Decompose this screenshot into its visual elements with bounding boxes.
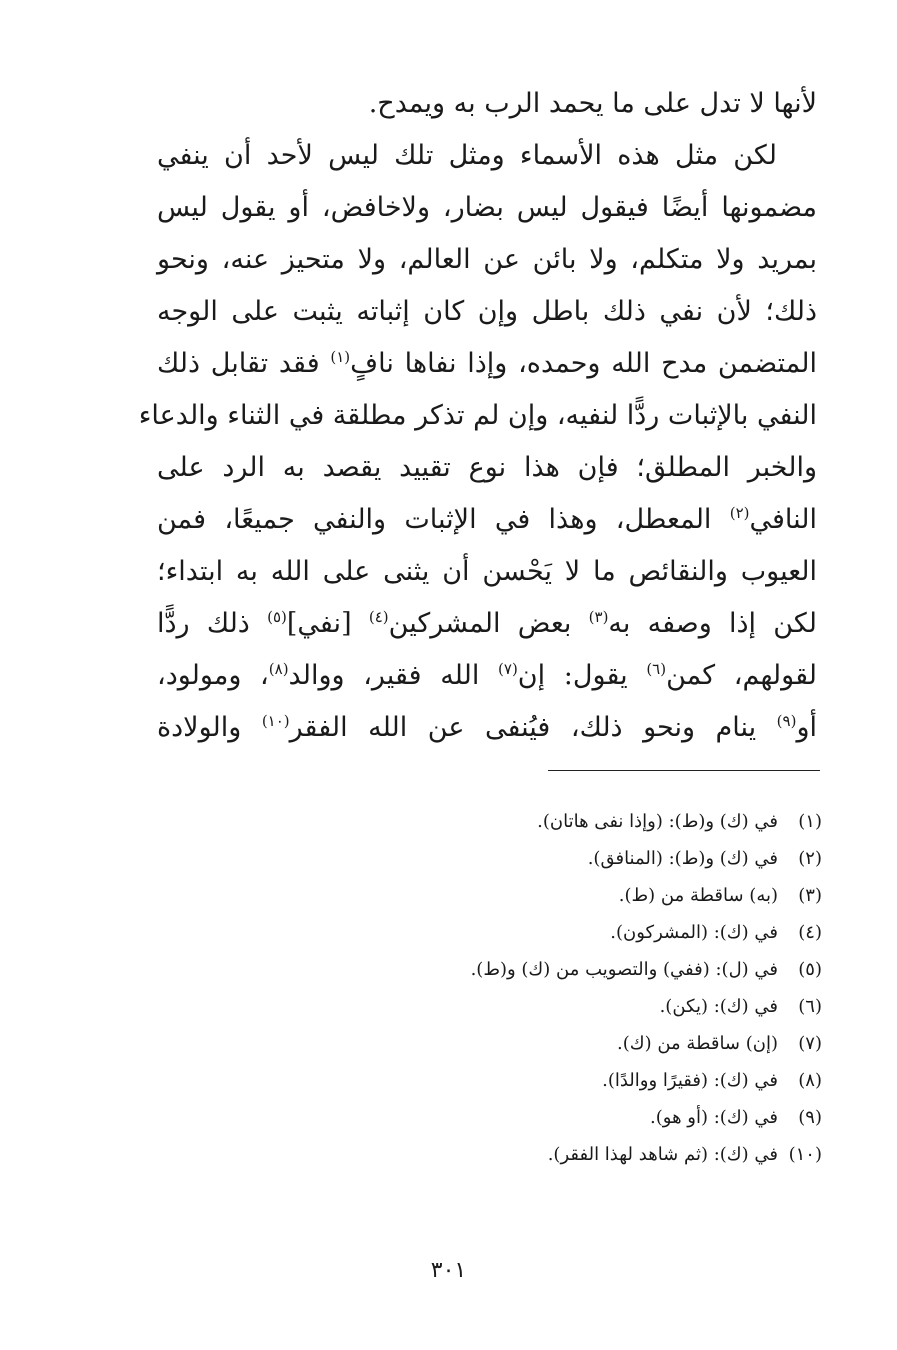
footnote-marker: (٧) — [498, 660, 518, 678]
text-line — [157, 494, 817, 546]
text-line — [157, 182, 817, 234]
footnote — [122, 914, 822, 951]
text-line — [157, 234, 817, 286]
footnote-text: (إن) ساقطة من (ك). — [617, 1033, 778, 1054]
footnote-number: (٧) — [798, 1033, 822, 1054]
text-line — [157, 78, 817, 130]
footnote — [122, 951, 822, 988]
footnote-number: (٨) — [798, 1070, 822, 1091]
text-line — [157, 546, 817, 598]
main-text — [138, 78, 817, 754]
footnote-divider — [548, 770, 820, 771]
line-text: لكن مثل هذه الأسماء ومثل تلك ليس لأحد أن ينفي — [157, 140, 777, 171]
footnote-number: (٦) — [798, 996, 822, 1017]
line-text: أو — [796, 712, 817, 743]
footnote-marker: (٥) — [267, 608, 287, 626]
text-line — [138, 390, 817, 442]
footnote-marker: (١) — [330, 348, 351, 366]
footnote — [122, 1062, 822, 1099]
text-line — [157, 442, 817, 494]
footnotes — [122, 803, 822, 1173]
footnote-text: في (ك): (المشركون). — [610, 922, 778, 943]
line-text: ، ومولود، — [157, 660, 269, 691]
footnote-marker: (٢) — [729, 504, 750, 522]
line-text: فقد تقابل ذلك — [157, 348, 331, 379]
text-line — [157, 286, 817, 338]
footnote-text: في (ك): (ثم شاهد لهذا الفقر). — [547, 1144, 778, 1165]
text-line — [157, 130, 817, 182]
footnote — [122, 988, 822, 1025]
footnote — [122, 1025, 822, 1062]
line-text: الله فقير، ووالد — [288, 660, 499, 691]
footnote-text: في (ك): (يكن). — [659, 996, 778, 1017]
footnote-marker: (١٠) — [261, 712, 290, 730]
footnote-marker: (٨) — [268, 660, 289, 678]
footnote — [122, 877, 822, 914]
text-line — [157, 598, 817, 650]
footnote — [122, 1136, 822, 1173]
line-text: المتضمن مدح الله وحمده، وإذا نفاها نافٍ — [350, 348, 817, 379]
line-text: ينام ونحو ذلك، فيُنفى عن الله الفقر — [289, 712, 777, 743]
line-text: المعطل، وهذا في الإثبات والنفي جميعًا، فمن — [157, 504, 730, 535]
footnote-marker: (٦) — [646, 660, 667, 678]
footnote — [122, 803, 822, 840]
footnote-number: (٣) — [798, 885, 822, 906]
footnote-text: في (ك) و(ط): (المنافق). — [587, 848, 778, 869]
footnote-number: (١) — [798, 811, 822, 832]
footnote-text: (به) ساقطة من (ط). — [618, 885, 778, 906]
line-text: بعض المشركين — [388, 608, 589, 639]
line-text: بمريد ولا متكلم، ولا بائن عن العالم، ولا متحيز عنه، ونحو — [157, 244, 817, 275]
line-text: [نفي] — [286, 608, 369, 639]
line-text: مضمونها أيضًا فيقول ليس بضار، ولاخافض، أو يقول ليس — [157, 192, 817, 223]
line-text: ذلك ردًّا — [157, 608, 268, 639]
footnote-number: (٥) — [798, 959, 822, 980]
line-text: والخبر المطلق؛ فإن هذا نوع تقييد يقصد به الرد على — [157, 452, 817, 483]
footnote-number: (٩) — [798, 1107, 822, 1128]
footnote-number: (١٠) — [788, 1144, 822, 1165]
footnote-text: في (ك) و(ط): (وإذا نفى هاتان). — [537, 811, 778, 832]
text-line — [157, 650, 817, 702]
footnote-text: في (ل): (ففي) والتصويب من (ك) و(ط). — [470, 959, 778, 980]
line-text: ذلك؛ لأن نفي ذلك باطل وإن كان إثباته يثبت على الوجه — [157, 296, 817, 327]
line-text: يقول: إن — [517, 660, 647, 691]
footnote — [122, 840, 822, 877]
footnote-number: (٢) — [798, 848, 822, 869]
text-line — [157, 338, 817, 390]
line-text: لكن إذا وصفه به — [608, 608, 817, 639]
footnote-number: (٤) — [798, 922, 822, 943]
footnote-text: في (ك): (أو هو). — [650, 1107, 778, 1128]
line-text: لقولهم، كمن — [666, 660, 817, 691]
line-text: والولادة — [157, 712, 262, 743]
line-text: النفي بالإثبات ردًّا لنفيه، وإن لم تذكر مطلقة في الثناء والدعاء — [138, 400, 817, 431]
footnote-marker: (٣) — [588, 608, 609, 626]
text-line — [157, 702, 817, 754]
footnote — [122, 1099, 822, 1136]
footnote-marker: (٤) — [368, 608, 389, 626]
line-text: النافي — [749, 504, 817, 535]
page-number: ٣٠١ — [430, 1258, 467, 1283]
footnote-marker: (٩) — [776, 712, 797, 730]
footnote-text: في (ك): (فقيرًا ووالدًا). — [602, 1070, 778, 1091]
line-text: العيوب والنقائص ما لا يَحْسن أن يثنى على الله به ابتداء؛ — [157, 556, 817, 587]
line-text: لأنها لا تدل على ما يحمد الرب به ويمدح. — [368, 88, 817, 119]
